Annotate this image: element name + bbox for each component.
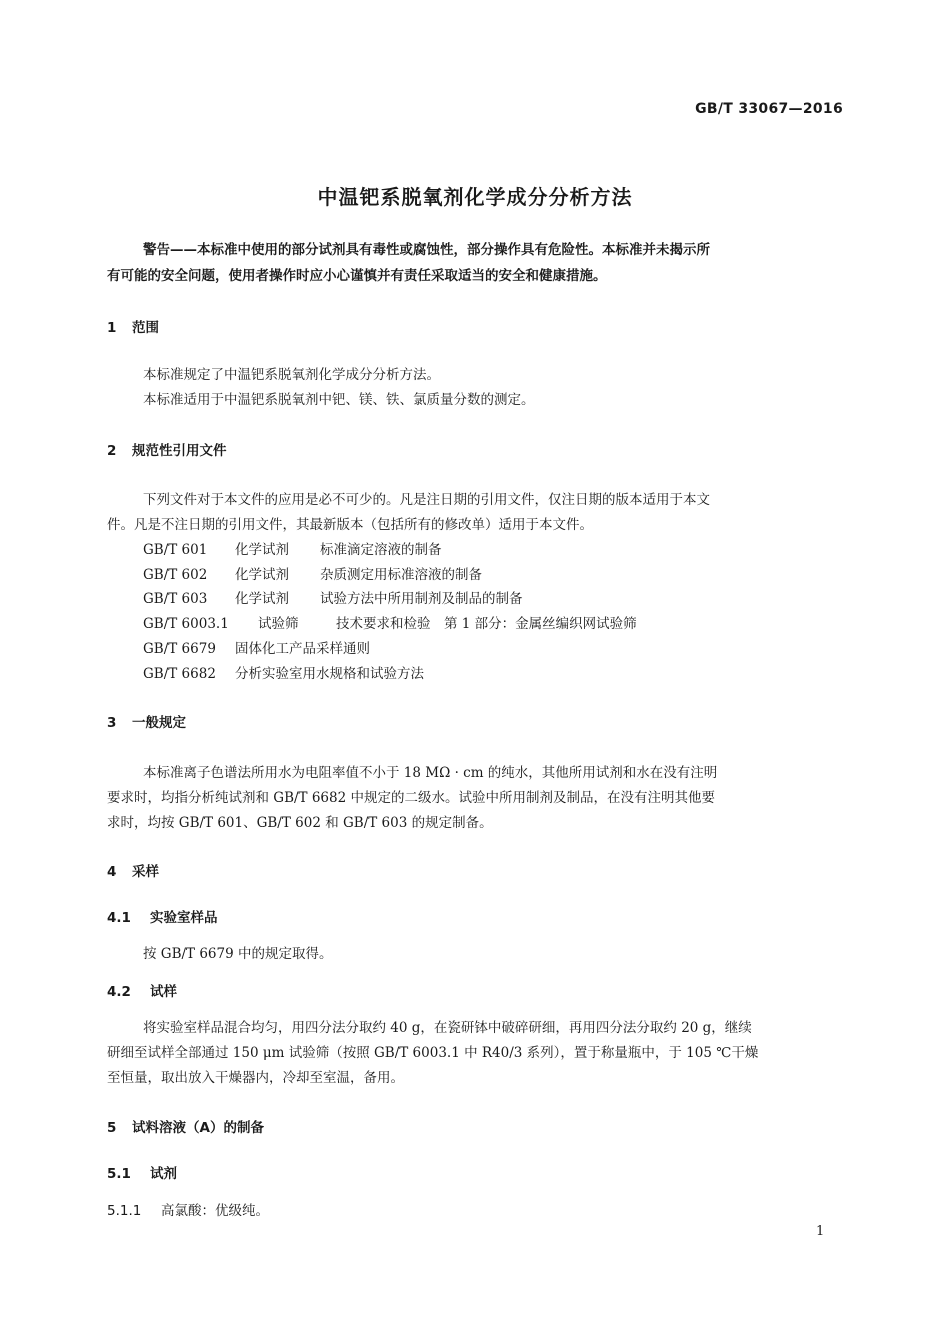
reference-title-rest: 标准滴定溶液的制备	[320, 542, 442, 558]
warning-line-1: 警告——本标准中使用的部分试剂具有毒性或腐蚀性，部分操作具有危险性。本标准并未揭示所	[143, 242, 710, 258]
section-2-heading	[107, 439, 227, 459]
section-3-heading	[107, 711, 186, 731]
reference-code: GB/T 6679	[143, 641, 216, 657]
s3-line-2: 要求时，均指分析纯试剂和 GB/T 6682 中规定的二级水。试验中所用制剂及制品，在没有注明其他要	[107, 790, 715, 806]
s4-2-line-2: 研细至试样全部通过 150 μm 试验筛（按照 GB/T 6003.1 中 R40/3 系列），置于称量瓶中，于 105 ℃干燥	[107, 1045, 759, 1061]
section-4-1-heading	[107, 906, 218, 926]
reference-title-part: 化学试剂	[235, 567, 289, 583]
section-1-heading	[107, 316, 159, 336]
reference-item	[143, 612, 637, 632]
page-number: 1	[816, 1224, 825, 1239]
reference-title-rest: 杂质测定用标准溶液的制备	[320, 567, 482, 583]
section-number: 1	[107, 320, 117, 336]
section-number: 4	[107, 864, 117, 880]
section-5-1-heading	[107, 1162, 177, 1182]
reference-title-rest: 技术要求和检验 第 1 部分：金属丝编织网试验筛	[336, 616, 637, 632]
section-title: 实验室样品	[150, 910, 218, 926]
reference-item	[143, 662, 424, 682]
section-number: 5.1	[107, 1166, 131, 1182]
section-title: 试样	[150, 984, 177, 1000]
standard-number: GB/T 33067—2016	[695, 101, 843, 117]
s4-2-line-1: 将实验室样品混合均匀，用四分法分取约 40 g，在瓷研钵中破碎研细，再用四分法分取约 20 g，继续	[143, 1020, 752, 1036]
section-title: 试剂	[150, 1166, 177, 1182]
reference-title-part: 固体化工产品采样通则	[235, 641, 370, 657]
section-title: 试料溶液（A）的制备	[132, 1120, 264, 1136]
section-number: 5	[107, 1120, 117, 1136]
section-4-2-heading	[107, 980, 177, 1000]
s3-line-1: 本标准离子色谱法所用水为电阻率值不小于 18 MΩ · cm 的纯水，其他所用试剂和水在没有注明	[143, 765, 718, 781]
s1-paragraph-2: 本标准适用于中温钯系脱氧剂中钯、镁、铁、氯质量分数的测定。	[143, 392, 535, 408]
s1-paragraph-1: 本标准规定了中温钯系脱氧剂化学成分分析方法。	[143, 367, 440, 383]
clause-text: 高氯酸：优级纯。	[161, 1203, 269, 1219]
reference-code: GB/T 6682	[143, 666, 216, 682]
section-number: 4.1	[107, 910, 131, 926]
document-title: 中温钯系脱氧剂化学成分分析方法	[317, 185, 633, 209]
reference-item	[143, 587, 523, 607]
clause-number: 5.1.1	[107, 1203, 142, 1219]
section-title: 一般规定	[132, 715, 186, 731]
section-title: 范围	[132, 320, 159, 336]
s2-intro-line-2: 件。凡是不注日期的引用文件，其最新版本（包括所有的修改单）适用于本文件。	[107, 517, 593, 533]
section-4-heading	[107, 860, 159, 880]
reference-item	[143, 563, 482, 583]
section-5-heading	[107, 1116, 264, 1136]
reference-code: GB/T 6003.1	[143, 616, 229, 632]
reference-code: GB/T 601	[143, 542, 208, 558]
s4-2-line-3: 至恒量，取出放入干燥器内，冷却至室温，备用。	[107, 1070, 404, 1086]
reference-code: GB/T 602	[143, 567, 208, 583]
reference-title-part: 化学试剂	[235, 542, 289, 558]
clause-5-1-1	[107, 1199, 269, 1219]
s3-line-3: 求时，均按 GB/T 601、GB/T 602 和 GB/T 603 的规定制备。	[107, 815, 493, 831]
section-title: 采样	[132, 864, 159, 880]
reference-title-rest: 试验方法中所用制剂及制品的制备	[320, 591, 523, 607]
s2-intro-line-1: 下列文件对于本文件的应用是必不可少的。凡是注日期的引用文件，仅注日期的版本适用于本文	[143, 492, 710, 508]
reference-item	[143, 538, 442, 558]
reference-item	[143, 637, 370, 657]
s4-1-paragraph: 按 GB/T 6679 中的规定取得。	[143, 946, 333, 962]
reference-code: GB/T 603	[143, 591, 208, 607]
reference-title-part: 化学试剂	[235, 591, 289, 607]
section-title: 规范性引用文件	[132, 443, 227, 459]
section-number: 4.2	[107, 984, 131, 1000]
section-number: 2	[107, 443, 117, 459]
section-number: 3	[107, 715, 117, 731]
reference-title-part: 分析实验室用水规格和试验方法	[235, 666, 424, 682]
reference-title-part: 试验筛	[258, 616, 299, 632]
warning-line-2: 有可能的安全问题，使用者操作时应小心谨慎并有责任采取适当的安全和健康措施。	[107, 268, 607, 284]
